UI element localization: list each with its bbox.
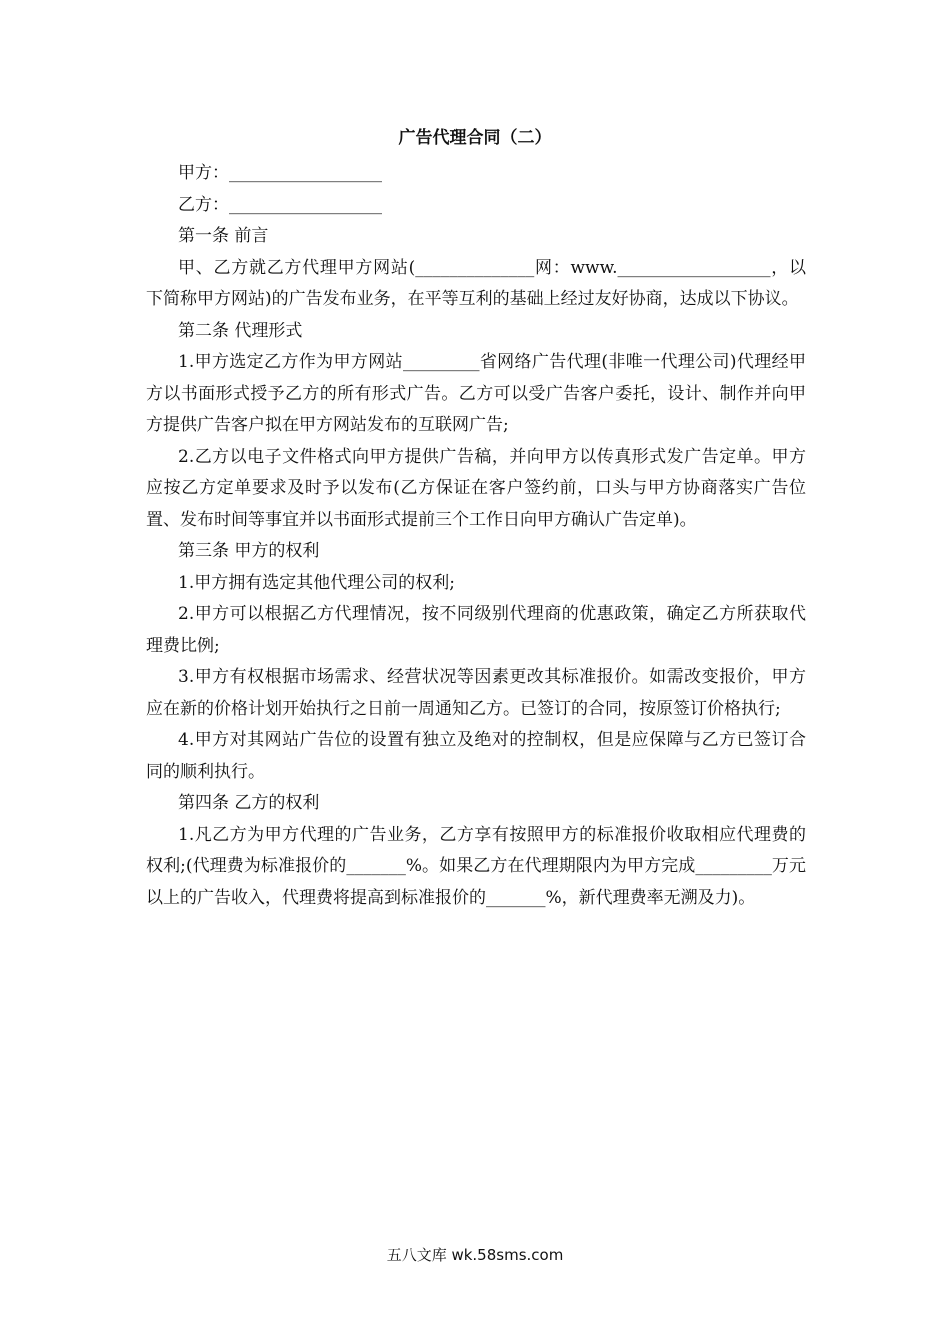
paragraph: 3.甲方有权根据市场需求、经营状况等因素更改其标准报价。如需改变报价，甲方应在新的价格计划开始执行之日前一周通知乙方。已签订的合同，按原签订价格执行; <box>146 667 806 719</box>
paragraph: 甲、乙方就乙方代理甲方网站(______________网：www.__________________，以下简称甲方网站)的广告发布业务，在平等互利的基础上经过友好协商，达成以下协议。 <box>146 257 806 309</box>
party-a-line: 甲方：__________________ <box>178 163 382 183</box>
article-heading: 第三条 甲方的权利 <box>178 541 320 561</box>
paragraph: 2.甲方可以根据乙方代理情况，按不同级别代理商的优惠政策，确定乙方所获取代理费比例; <box>146 604 806 656</box>
document-body <box>146 158 806 914</box>
article-heading: 第四条 乙方的权利 <box>178 793 320 813</box>
article-heading: 第二条 代理形式 <box>178 320 303 341</box>
paragraph: 2.乙方以电子文件格式向甲方提供广告稿，并向甲方以传真形式发广告定单。甲方应按乙方定单要求及时予以发布(乙方保证在客户签约前，口头与甲方协商落实广告位置、发布时间等事宜并以书面形式提前三个工作日向甲方确认广告定单)。 <box>146 446 806 530</box>
article-heading: 第一条 前言 <box>178 226 269 246</box>
document-title: 广告代理合同（二） <box>398 128 552 148</box>
paragraph: 4.甲方对其网站广告位的设置有独立及绝对的控制权，但是应保障与乙方已签订合同的顺利执行。 <box>146 730 806 782</box>
footer-watermark: 五八文库 wk.58sms.com <box>386 1246 564 1264</box>
paragraph: 1.甲方选定乙方作为甲方网站_________省网络广告代理(非唯一代理公司)代理经甲方以书面形式授予乙方的所有形式广告。乙方可以受广告客户委托，设计、制作并向甲方提供广告客户拟在甲方网站发布的互联网广告; <box>146 352 806 435</box>
party-b-line: 乙方：__________________ <box>178 194 382 215</box>
paragraph: 1.甲方拥有选定其他代理公司的权利; <box>178 572 455 593</box>
paragraph: 1.凡乙方为甲方代理的广告业务，乙方享有按照甲方的标准报价收取相应代理费的权利;(代理费为标准报价的_______%。如果乙方在代理期限内为甲方完成_________万元以上的广告收入，代理费将提高到标准报价的_______%，新代理费率无溯及力)。 <box>146 824 806 908</box>
